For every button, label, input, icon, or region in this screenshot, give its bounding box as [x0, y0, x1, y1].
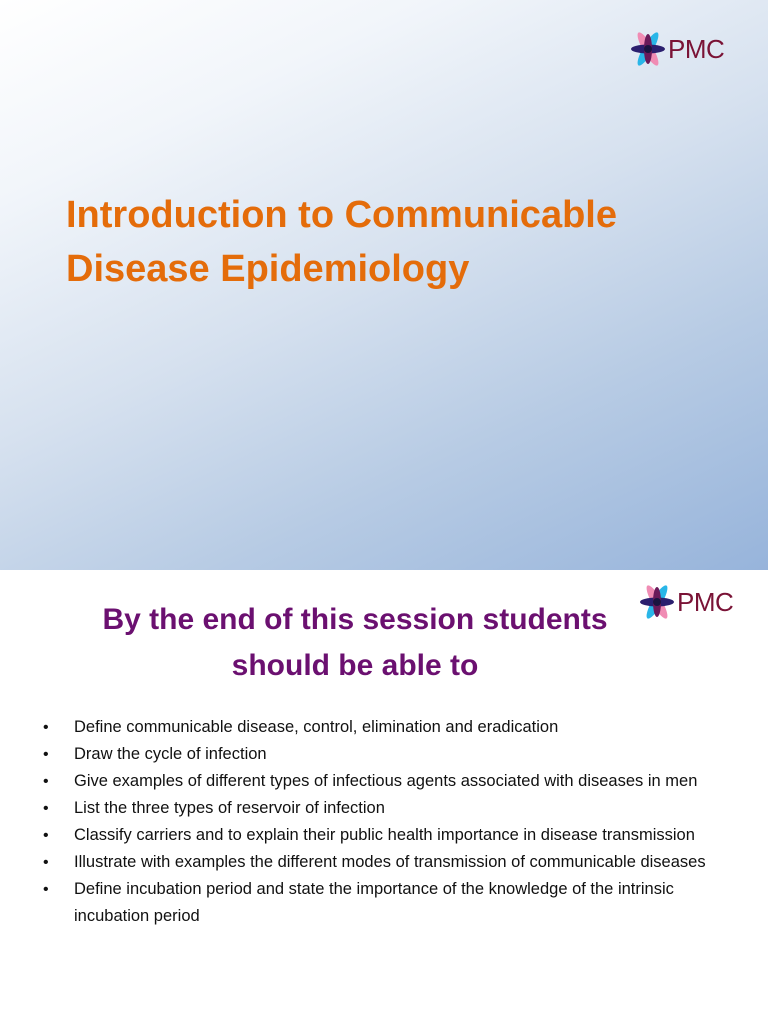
bullet-icon: • [43, 854, 49, 871]
logo-text: PMC [668, 33, 725, 64]
list-item [38, 714, 728, 741]
list-item [38, 876, 728, 930]
heading-line-1: By the end of this session students [102, 603, 608, 636]
bullet-icon: • [43, 881, 49, 898]
heading-line-2: should be able to [231, 649, 479, 682]
objective-text: Give examples of different types of infectious agents associated with diseases in men [74, 772, 698, 790]
objective-text: Classify carriers and to explain their public health importance in disease transmission [74, 826, 695, 844]
bullet-icon: • [43, 746, 49, 763]
objective-text: List the three types of reservoir of infection [74, 799, 385, 817]
title-line-1: Introduction to Communicable [66, 194, 617, 236]
bullet-icon: • [43, 719, 49, 736]
bullet-icon: • [43, 800, 49, 817]
list-item [38, 822, 728, 849]
title-line-2: Disease Epidemiology [66, 248, 470, 290]
objective-text: Define communicable disease, control, elimination and eradication [74, 718, 559, 736]
logo-text: PMC [677, 586, 734, 617]
pmc-flower-logo-icon [630, 28, 666, 70]
list-item [38, 849, 728, 876]
objectives-list [38, 714, 728, 930]
pmc-logo [630, 28, 724, 70]
slide-objectives [0, 570, 768, 1024]
slide-title-text [66, 188, 706, 296]
objectives-heading [60, 597, 650, 689]
objective-text: Define incubation period and state the importance of the knowledge of the intrinsic incubation period [74, 880, 674, 925]
list-item [38, 768, 728, 795]
objective-text: Draw the cycle of infection [74, 745, 267, 763]
pmc-logo [639, 581, 733, 623]
list-item [38, 795, 728, 822]
bullet-icon: • [43, 773, 49, 790]
bullet-icon: • [43, 827, 49, 844]
objective-text: Illustrate with examples the different modes of transmission of communicable diseases [74, 853, 706, 871]
list-item [38, 741, 728, 768]
